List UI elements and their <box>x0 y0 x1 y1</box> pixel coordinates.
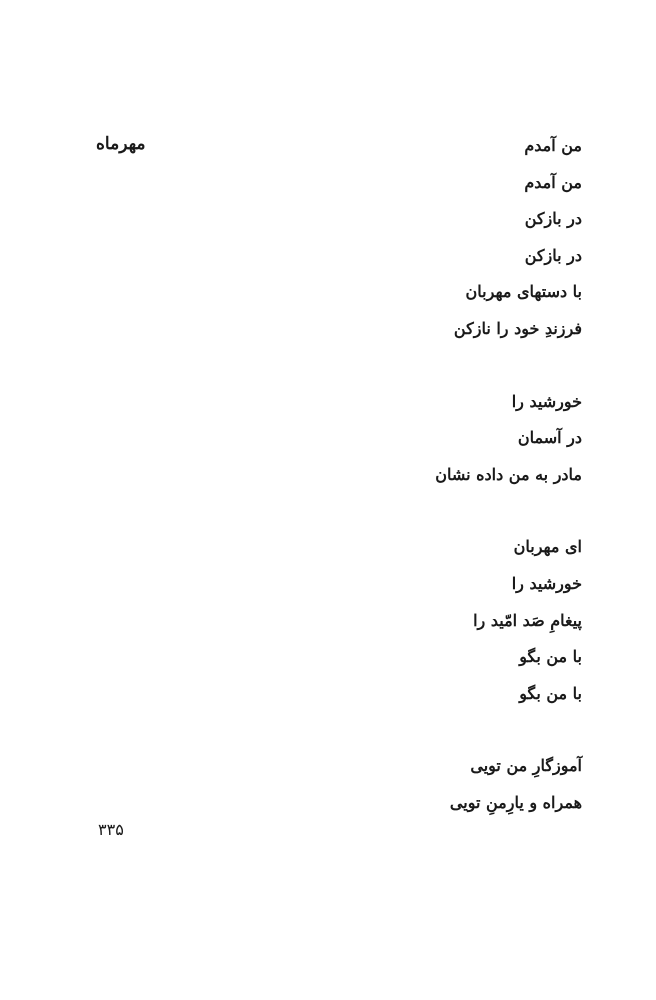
poem-body <box>282 132 582 862</box>
poem-line: همراه و یارِمنِ تویی <box>449 792 582 812</box>
poem-line: ای مهربان <box>513 537 582 557</box>
stanza-1 <box>282 132 582 352</box>
poem-line: با من بگو <box>519 647 582 667</box>
poem-line: در آسمان <box>517 428 582 448</box>
stanza-3 <box>282 533 582 716</box>
poem-line: با دستهای مهربان <box>465 282 582 302</box>
page-number: ۳۳۵ <box>98 820 124 839</box>
poem-line: فرزندِ خود را نازکن <box>453 318 582 338</box>
running-title: مهرماه <box>96 134 146 154</box>
poem-line: مادر به من داده نشان <box>435 464 582 484</box>
poem-line: خورشید را <box>511 391 582 411</box>
stanza-2 <box>282 388 582 498</box>
poem-line: پیغامِ صَد امّید را <box>473 610 582 630</box>
poem-line: من آمدم <box>524 172 582 192</box>
poem-line: خورشید را <box>511 573 582 593</box>
poem-line: با من بگو <box>519 683 582 703</box>
stanza-4 <box>282 752 582 825</box>
poem-line: آموزگارِ من تویی <box>470 756 582 776</box>
poem-line: در بازکن <box>524 245 582 265</box>
poem-line: من آمدم <box>524 136 582 155</box>
poem-line: در بازکن <box>524 209 582 229</box>
